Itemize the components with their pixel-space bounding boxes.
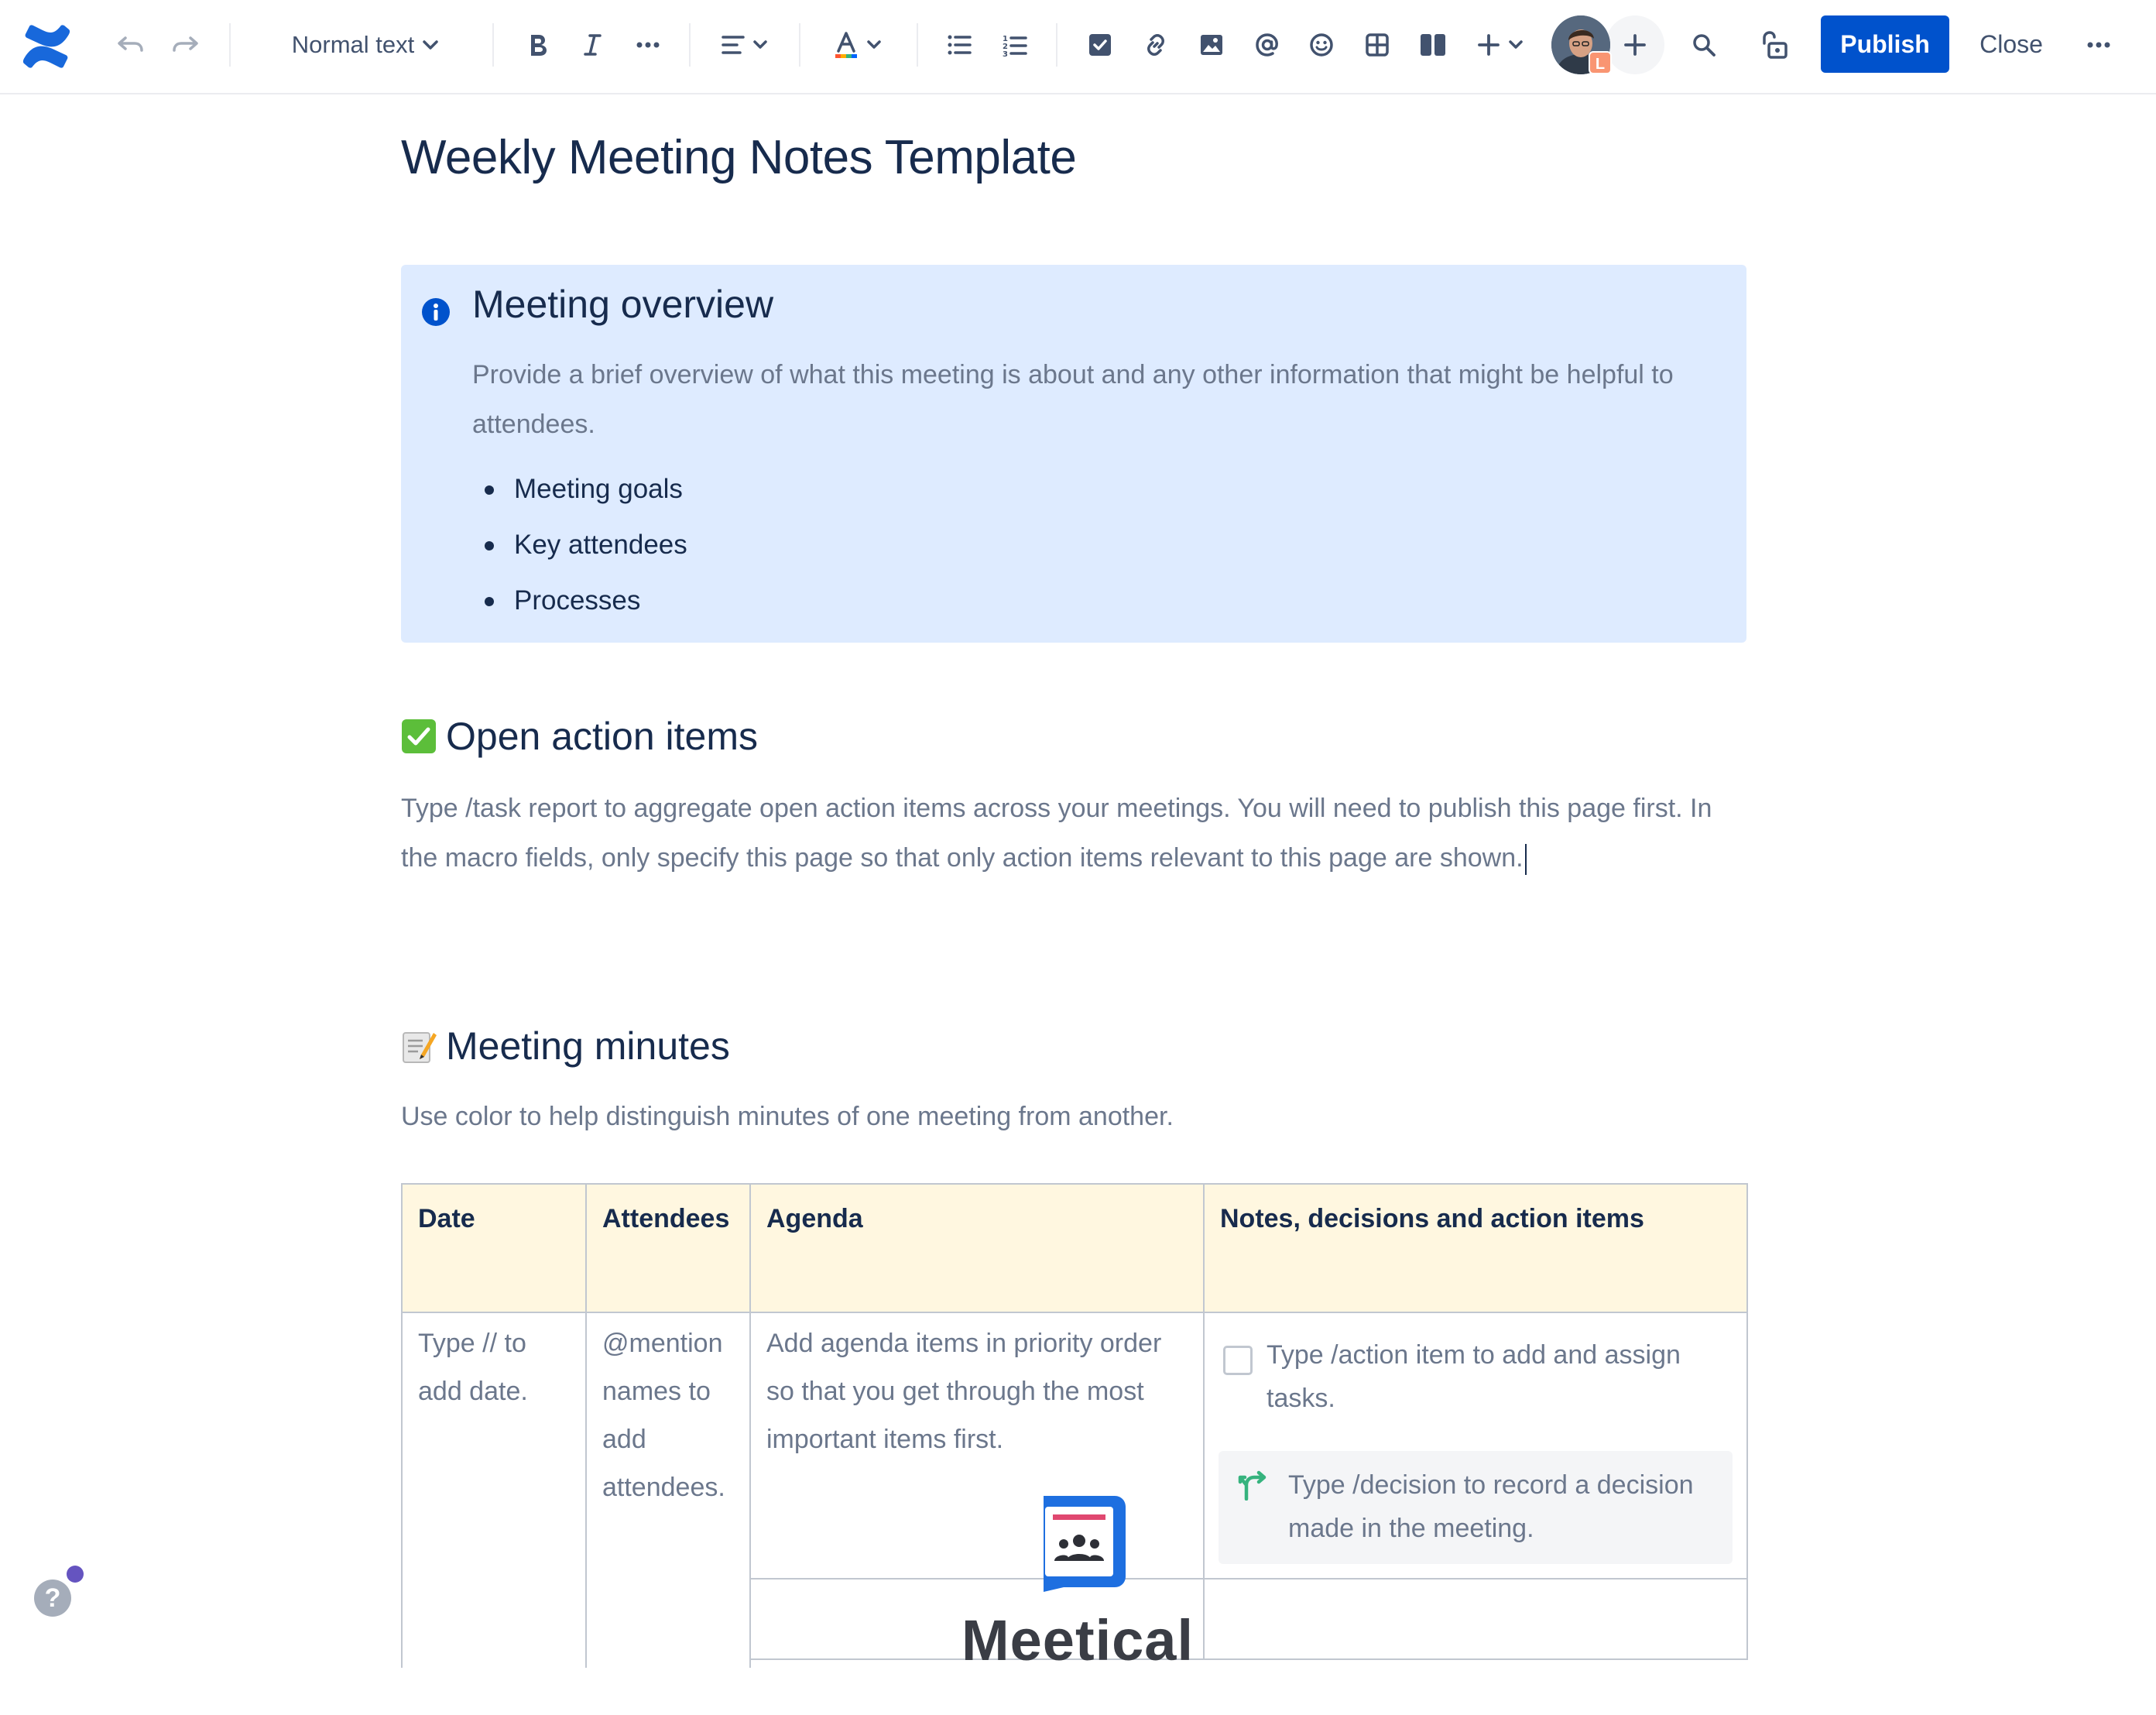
- toolbar-divider: [689, 23, 691, 67]
- action-item-text[interactable]: Type /action item to add and assign tasks.: [1267, 1340, 1681, 1413]
- paragraph-text: Type /task report to aggregate open action items across your meetings. You will need to publish this page first. In the macro fields, only specify this page so that only action items relevant to this page are shown.: [401, 794, 1712, 873]
- avatar-badge: L: [1589, 51, 1612, 74]
- toolbar-divider: [799, 23, 800, 67]
- redo-icon[interactable]: [166, 17, 204, 73]
- text-style-label: Normal text: [291, 31, 415, 58]
- undo-icon[interactable]: [111, 17, 150, 73]
- numbered-list-icon[interactable]: [996, 17, 1034, 73]
- toolbar-divider: [492, 23, 494, 67]
- publish-button[interactable]: Publish: [1821, 15, 1949, 73]
- table-cell-attendees[interactable]: @mention names to add attendees.: [585, 1312, 751, 1668]
- list-item: Processes: [472, 576, 687, 632]
- toolbar-divider: [1056, 23, 1057, 67]
- toolbar-divider: [917, 23, 918, 67]
- panel-bullet-list: [472, 465, 687, 632]
- insert-dropdown[interactable]: [1471, 17, 1530, 73]
- mention-icon[interactable]: [1248, 17, 1287, 73]
- plus-icon: [1477, 33, 1500, 57]
- chevron-down-icon: [752, 40, 768, 50]
- check-mark-icon: [401, 719, 437, 754]
- svg-text:2: 2: [1003, 43, 1008, 51]
- panel-heading: Meeting overview: [472, 283, 774, 326]
- panel-description: Provide a brief overview of what this meeting is about and any other information that might be helpful to attendees.: [472, 360, 1674, 439]
- link-icon[interactable]: [1136, 17, 1175, 73]
- action-items-text[interactable]: [401, 784, 1748, 883]
- chevron-down-icon: [422, 39, 439, 50]
- italic-icon[interactable]: [573, 17, 612, 73]
- table-cell-date[interactable]: Type // to add date.: [401, 1312, 587, 1668]
- text-cursor: [1525, 844, 1527, 875]
- plus-icon: [1623, 33, 1647, 57]
- more-options-icon[interactable]: [2079, 17, 2118, 73]
- heading-text: Open action items: [446, 715, 758, 758]
- close-button[interactable]: Close: [1979, 29, 2043, 58]
- decision-text[interactable]: Type /decision to record a decision made in the meeting.: [1288, 1470, 1694, 1543]
- action-item-icon[interactable]: [1081, 17, 1119, 73]
- bold-icon[interactable]: [519, 17, 557, 73]
- page-title[interactable]: Weekly Meeting Notes Template: [401, 131, 1077, 184]
- text-style-dropdown[interactable]: [272, 17, 458, 73]
- image-icon[interactable]: [1192, 17, 1231, 73]
- memo-icon: [401, 1028, 437, 1064]
- notification-dot: [67, 1566, 84, 1583]
- table-cell-empty[interactable]: [1203, 1578, 1748, 1660]
- table-icon[interactable]: [1358, 17, 1397, 73]
- action-items-heading: [401, 714, 758, 759]
- unlock-icon[interactable]: [1753, 17, 1794, 73]
- more-formatting-icon[interactable]: [629, 17, 667, 73]
- confluence-logo-icon[interactable]: [22, 22, 71, 71]
- action-item-checkbox[interactable]: [1223, 1346, 1253, 1375]
- meetical-logo-text: Meetical: [961, 1608, 1195, 1672]
- bullet-list-icon[interactable]: [940, 17, 979, 73]
- chevron-down-icon: [866, 40, 882, 50]
- list-item: Meeting goals: [472, 465, 687, 520]
- table-header-notes[interactable]: Notes, decisions and action items: [1203, 1183, 1748, 1313]
- table-header-agenda[interactable]: Agenda: [749, 1183, 1205, 1313]
- list-item: Key attendees: [472, 520, 687, 576]
- text-color-dropdown[interactable]: [830, 17, 886, 73]
- svg-text:3: 3: [1003, 50, 1008, 57]
- text-color-icon: [834, 31, 859, 59]
- help-button[interactable]: ?: [34, 1580, 71, 1617]
- alignment-dropdown[interactable]: [717, 17, 773, 73]
- search-icon[interactable]: [1685, 17, 1723, 73]
- meeting-minutes-heading: [401, 1024, 730, 1068]
- invite-collaborator-button[interactable]: [1606, 15, 1664, 74]
- layouts-icon[interactable]: [1414, 17, 1452, 73]
- toolbar-divider: [229, 23, 231, 67]
- table-header-attendees[interactable]: Attendees: [585, 1183, 751, 1313]
- table-header-date[interactable]: Date: [401, 1183, 587, 1313]
- meeting-minutes-text[interactable]: Use color to help distinguish minutes of one meeting from another.: [401, 1102, 1174, 1131]
- heading-text: Meeting minutes: [446, 1024, 730, 1068]
- table-cell-agenda[interactable]: Add agenda items in priority order so that you get through the most important items first.: [749, 1312, 1205, 1580]
- decision-icon: [1237, 1470, 1270, 1504]
- align-left-icon: [722, 35, 745, 55]
- editor-toolbar: [0, 0, 2156, 94]
- info-icon: [421, 297, 451, 331]
- chevron-down-icon: [1508, 40, 1524, 50]
- svg-text:1: 1: [1003, 35, 1008, 43]
- meetical-logo-icon: [1033, 1496, 1126, 1596]
- emoji-icon[interactable]: [1302, 17, 1341, 73]
